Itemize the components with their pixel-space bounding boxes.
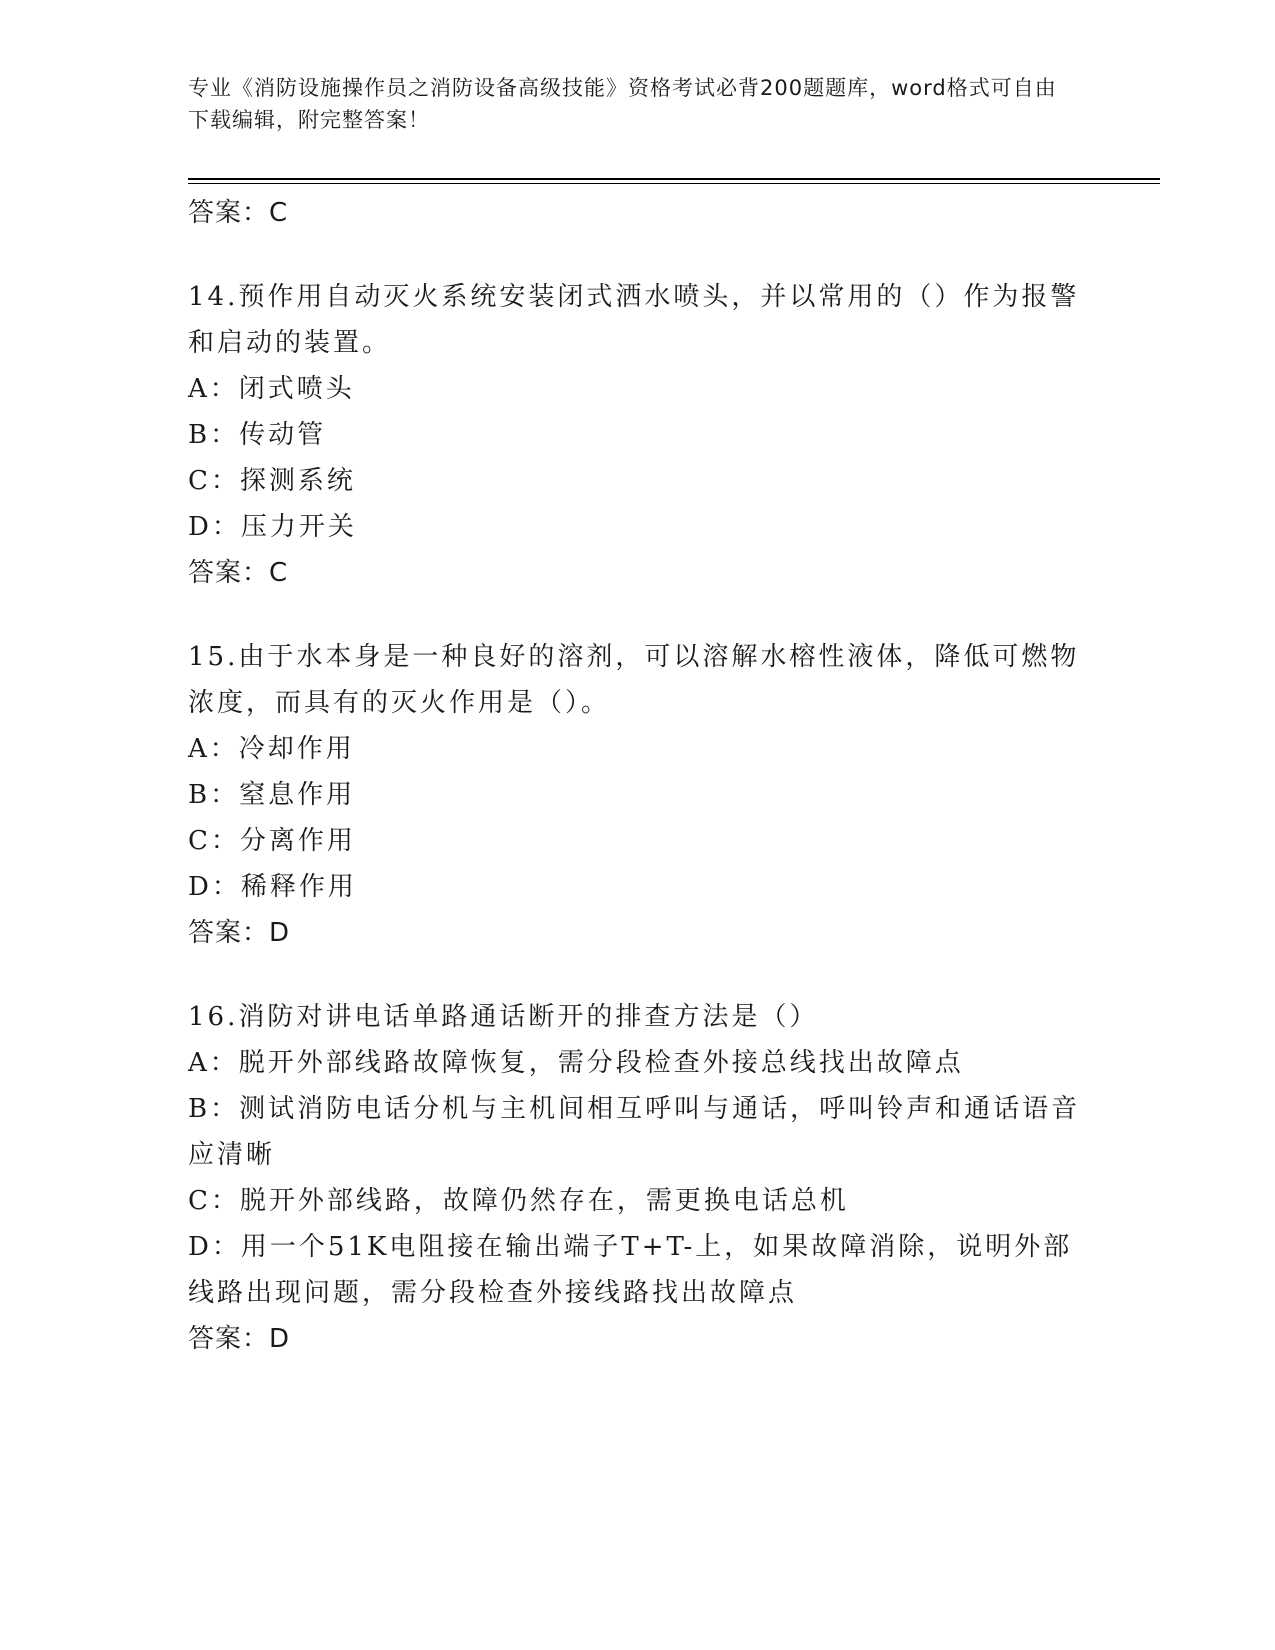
option-b: B：窒息作用	[188, 780, 356, 810]
option-d: D：压力开关	[188, 512, 357, 542]
question-15	[188, 634, 1088, 956]
option-a: A：冷却作用	[188, 734, 355, 764]
question-14	[188, 274, 1088, 596]
answer-line: 答案：D	[188, 1324, 291, 1354]
header-divider-thin	[188, 183, 1160, 184]
question-16	[188, 994, 1088, 1362]
question-stem: 15.由于水本身是一种良好的溶剂，可以溶解水榕性液体，降低可燃物浓度，而具有的灭火作用是（）。	[188, 642, 1080, 718]
option-d: D：稀释作用	[188, 872, 357, 902]
answer-line: 答案：D	[188, 918, 291, 948]
option-b: B：传动管	[188, 420, 327, 450]
option-b: B：测试消防电话分机与主机间相互呼叫与通话，呼叫铃声和通话语音应清晰	[188, 1094, 1081, 1170]
answer-line: 答案：C	[188, 558, 289, 588]
question-list	[188, 190, 1088, 1400]
option-a: A：闭式喷头	[188, 374, 355, 404]
option-c: C：探测系统	[188, 466, 356, 496]
option-c: C：分离作用	[188, 826, 356, 856]
option-a: A：脱开外部线路故障恢复，需分段检查外接总线找出故障点	[188, 1048, 964, 1078]
question-stem: 16.消防对讲电话单路通话断开的排查方法是（）	[188, 1002, 819, 1032]
header-divider	[188, 178, 1160, 180]
answer-line: 答案：C	[188, 198, 289, 228]
question-stem: 14.预作用自动灭火系统安装闭式洒水喷头，并以常用的（）作为报警和启动的装置。	[188, 282, 1080, 358]
document-header: 专业《消防设施操作员之消防设备高级技能》资格考试必背200题题库，word格式可自由下载编辑，附完整答案！	[188, 76, 1057, 132]
option-c: C：脱开外部线路，故障仍然存在，需更换电话总机	[188, 1186, 849, 1216]
option-d: D：用一个51K电阻接在输出端子T+T-上，如果故障消除，说明外部线路出现问题，需分段检查外接线路找出故障点	[188, 1232, 1073, 1308]
